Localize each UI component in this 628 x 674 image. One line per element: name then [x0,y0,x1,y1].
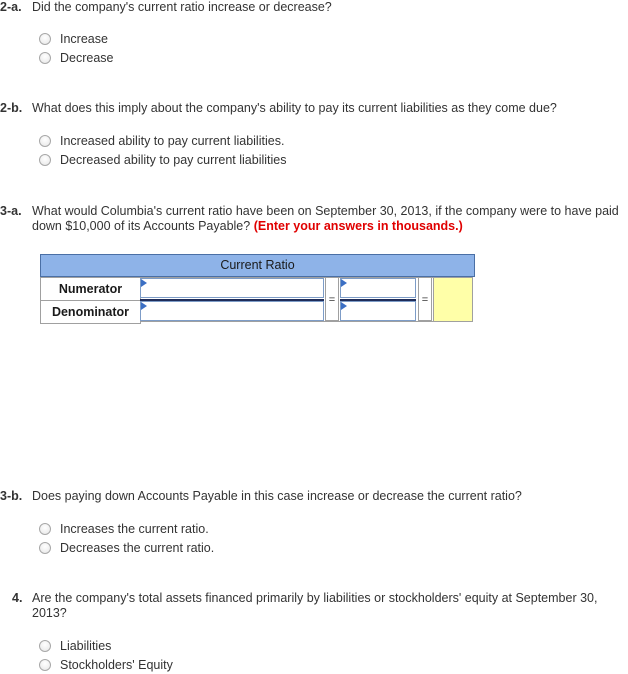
denominator-label: Denominator [40,300,141,324]
table-header: Current Ratio [40,254,475,277]
numerator-input[interactable] [140,278,324,298]
input-marker-icon [341,279,347,287]
radio-button[interactable] [39,33,51,45]
question-number: 4. [12,591,23,605]
radio-button[interactable] [39,640,51,652]
ratio-numerator-input[interactable] [340,278,416,298]
equals-sign: = [325,277,339,321]
option-increase[interactable] [39,30,108,48]
question-text: What does this imply about the company's ability to pay its current liabilities as they come due? [32,101,557,115]
question-3b-line [0,489,628,504]
input-marker-icon [341,302,347,310]
question-3b [0,489,628,504]
instruction-emphasis: (Enter your answers in thousands.) [253,219,463,233]
option-label: Decrease [60,51,114,65]
option-label: Increased ability to pay current liabilities. [60,134,285,148]
question-number: 2-a. [0,0,22,14]
question-4 [0,591,628,621]
current-ratio-table [40,254,475,324]
option-label: Increases the current ratio. [60,522,209,536]
radio-button[interactable] [39,52,51,64]
question-2b-line [0,101,628,116]
option-label: Increase [60,32,108,46]
option-decrease[interactable] [39,49,114,67]
question-2a-line [0,0,628,15]
option-increases-ratio[interactable] [39,520,209,538]
question-2a [0,0,628,15]
option-label: Stockholders' Equity [60,658,173,672]
option-label: Decreased ability to pay current liabilities [60,153,287,167]
question-number: 3-b. [0,489,23,503]
option-increased-ability[interactable] [39,132,284,150]
question-text: What would Columbia's current ratio have been on September 30, 2013, if the company were to have paid down $10,000 of its Accounts Payable? [32,204,619,233]
ratio-result-cell [433,277,473,322]
option-label: Liabilities [60,639,112,653]
option-stockholders-equity[interactable] [39,656,173,674]
question-3a [0,204,628,234]
option-liabilities[interactable] [39,637,111,655]
question-4-line [0,591,628,621]
question-number: 2-b. [0,101,23,115]
radio-button[interactable] [39,523,51,535]
radio-button[interactable] [39,659,51,671]
input-marker-icon [141,302,147,310]
radio-button[interactable] [39,154,51,166]
question-3a-line [0,204,628,234]
question-2b [0,101,628,116]
question-text: Does paying down Accounts Payable in this case increase or decrease the current ratio? [32,489,522,503]
denominator-input[interactable] [140,301,324,321]
option-decreases-ratio[interactable] [39,539,214,557]
question-text: Did the company's current ratio increase or decrease? [32,0,332,14]
numerator-label: Numerator [40,277,141,301]
option-decreased-ability[interactable] [39,151,287,169]
question-text: Are the company's total assets financed primarily by liabilities or stockholders' equity at September 30, 2013? [32,591,598,620]
question-number: 3-a. [0,204,22,218]
radio-button[interactable] [39,542,51,554]
input-marker-icon [141,279,147,287]
question-text-block [32,204,628,234]
equals-sign: = [418,277,432,321]
option-label: Decreases the current ratio. [60,541,215,555]
ratio-denominator-input[interactable] [340,301,416,321]
radio-button[interactable] [39,135,51,147]
